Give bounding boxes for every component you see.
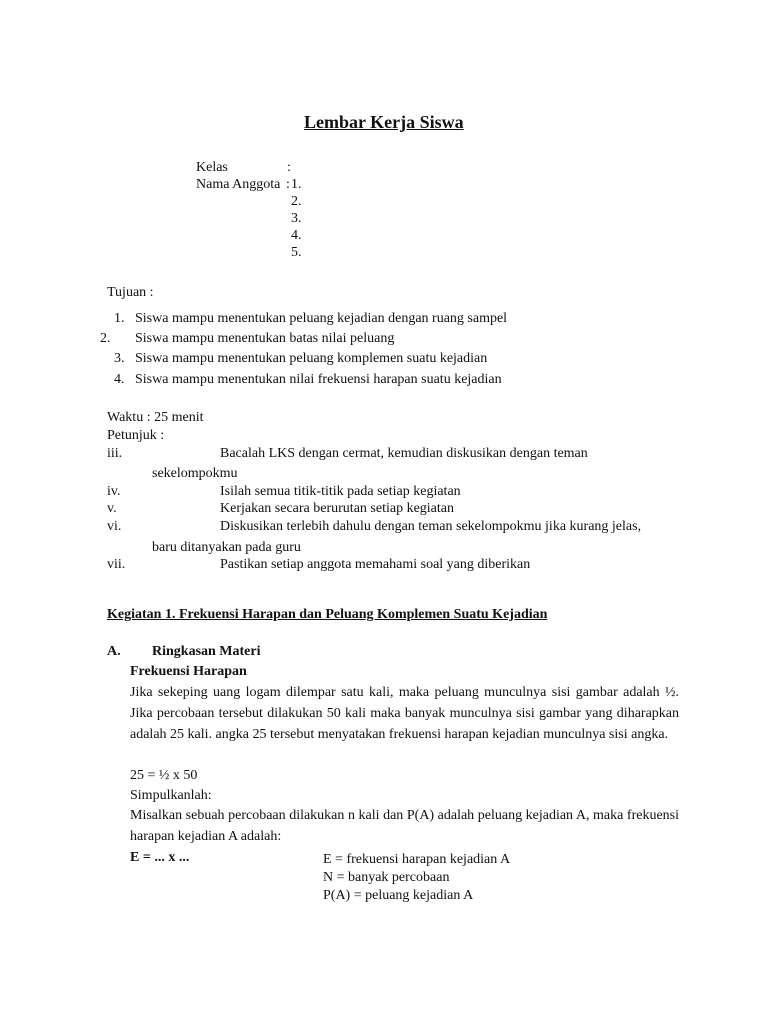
section-letter: A. [107, 644, 121, 659]
simpulkan-label: Simpulkanlah: [130, 788, 212, 803]
paragraph: Jika sekeping uang logam dilempar satu kali, maka peluang munculnya sisi gambar adalah ½. Jika percobaan tersebut dilakukan 50 kali maka banyak munculnya sisi gambar yang diharapkan adalah 25 kali. angka 25 tersebut menyatakan frekuensi harapan kejadian munculnya sisi angka. [130, 685, 679, 742]
list-item: Kerjakan secara berurutan setiap kegiatan [220, 501, 454, 516]
list-item: Siswa mampu menentukan peluang kejadian dengan ruang sampel [135, 311, 508, 326]
definition-line: N = banyak percobaan [323, 870, 450, 885]
list-item-number: vii. [107, 557, 126, 572]
page-title: Lembar Kerja Siswa [304, 112, 464, 132]
list-item: Bacalah LKS dengan cermat, kemudian diskusikan dengan teman [220, 446, 588, 461]
section-heading: Ringkasan Materi [152, 644, 261, 659]
list-item-number: iii. [107, 446, 123, 461]
list-item-number: iv. [107, 484, 121, 499]
member-number: 3. [291, 211, 302, 226]
list-item: Siswa mampu menentukan batas nilai peluang [135, 331, 395, 346]
definition-line: P(A) = peluang kejadian A [323, 888, 474, 903]
member-number: 5. [291, 245, 302, 260]
member-number: 1. [291, 177, 302, 192]
nama-anggota-label: Nama Anggota [196, 177, 281, 192]
list-item: Siswa mampu menentukan peluang komplemen suatu kejadian [135, 351, 488, 366]
list-item-continuation: sekelompokmu [152, 466, 238, 481]
subsection-heading: Frekuensi Harapan [130, 664, 247, 679]
list-item: Diskusikan terlebih dahulu dengan teman sekelompokmu jika kurang jelas, [220, 519, 642, 534]
kegiatan-title: Kegiatan 1. Frekuensi Harapan dan Peluang Komplemen Suatu Kejadian [107, 607, 548, 622]
list-item-number: 4. [114, 372, 125, 387]
list-item-number: v. [107, 501, 117, 516]
kelas-label: Kelas [196, 160, 228, 175]
tujuan-heading: Tujuan : [107, 285, 154, 300]
formula: E = ... x ... [130, 850, 190, 865]
member-number: 4. [291, 228, 302, 243]
member-number: 2. [291, 194, 302, 209]
waktu-text: Waktu : 25 menit [107, 410, 204, 425]
list-item: Siswa mampu menentukan nilai frekuensi harapan suatu kejadian [135, 372, 502, 387]
petunjuk-heading: Petunjuk : [107, 428, 165, 443]
list-item-number: 3. [114, 351, 125, 366]
nama-anggota-colon: : [286, 177, 290, 192]
list-item-number: 1. [114, 311, 125, 326]
list-item: Isilah semua titik-titik pada setiap kegiatan [220, 484, 461, 499]
kelas-colon: : [287, 160, 291, 175]
list-item-continuation: baru ditanyakan pada guru [152, 540, 301, 555]
list-item-number: vi. [107, 519, 122, 534]
definition-line: E = frekuensi harapan kejadian A [323, 852, 511, 867]
list-item-number: 2. [100, 331, 111, 346]
equation: 25 = ½ x 50 [130, 768, 198, 783]
list-item: Pastikan setiap anggota memahami soal yang diberikan [220, 557, 531, 572]
paragraph: Misalkan sebuah percobaan dilakukan n kali dan P(A) adalah peluang kejadian A, maka frekuensi harapan kejadian A adalah: [130, 808, 679, 844]
